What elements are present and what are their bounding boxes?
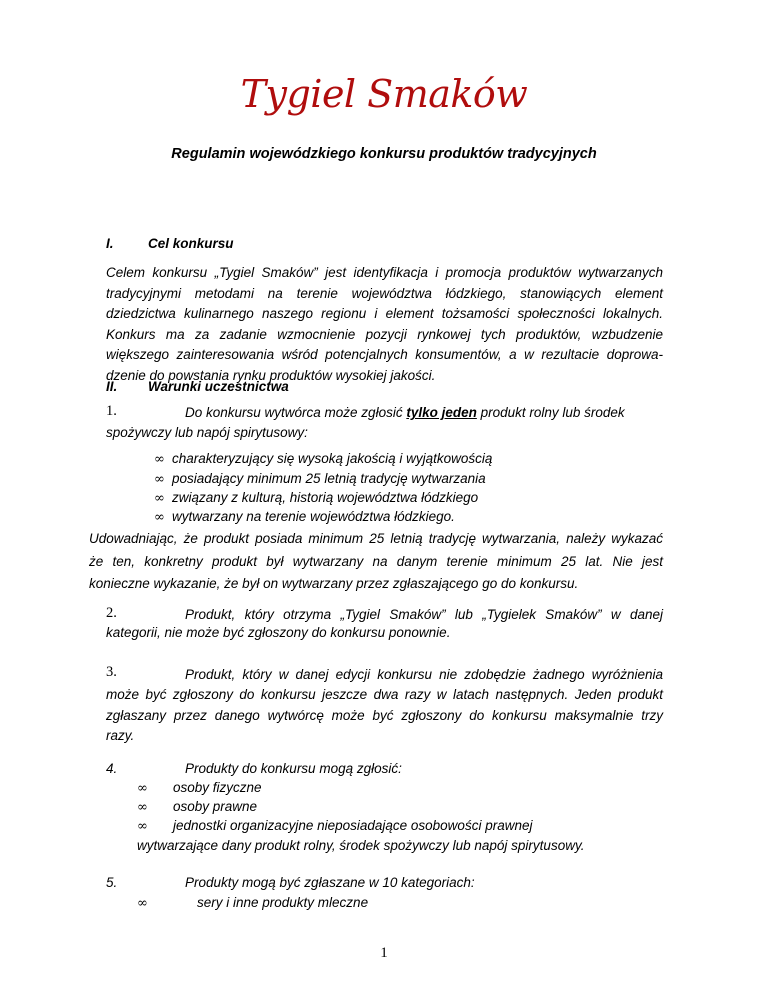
infinity-bullet-icon: ∞: [137, 800, 148, 815]
point-4-number: 4.: [106, 761, 118, 776]
point-5-number: 5.: [106, 875, 118, 890]
point-3-line-1: Produkt, który w danej edycji konkursu nie zdobędzie żadnego wyróżnienia: [185, 667, 663, 682]
infinity-bullet-icon: ∞: [154, 472, 165, 487]
paragraph-line: dziedzictwa kulinarnego naszego regionu i element tożsamości społeczności lokalnych.: [106, 306, 663, 321]
section-1-number: I.: [106, 236, 114, 251]
point-2-line-1: Produkt, który otrzyma „Tygiel Smaków” lub „Tygielek Smaków” w danej: [185, 607, 663, 622]
list-item: ∞ osoby fizyczne: [137, 780, 262, 796]
point-2-line-2: kategorii, nie może być zgłoszony do konkursu ponownie.: [106, 625, 451, 640]
list-item: ∞ związany z kulturą, historią województwa łódzkiego: [154, 490, 479, 506]
infinity-bullet-icon: ∞: [137, 781, 148, 796]
paragraph-line: tradycyjnymi metodami na terenie województwa łódzkiego, stanowiących element: [106, 285, 663, 301]
list-item: ∞ jednostki organizacyjne nieposiadające osobowości prawnej: [137, 818, 533, 834]
infinity-bullet-icon: ∞: [154, 510, 165, 525]
paragraph-line: Udowadniając, że produkt posiada minimum 25 letnią tradycję wytwarzania, należy wykazać: [89, 531, 663, 546]
list-item: ∞ posiadający minimum 25 letnią tradycję wytwarzania: [154, 471, 486, 487]
document-subtitle: Regulamin wojewódzkiego konkursu produktów tradycyjnych: [171, 146, 597, 162]
section-1-title: Cel konkursu: [148, 236, 234, 251]
list-item: ∞ osoby prawne: [137, 799, 258, 815]
paragraph-line: większego zainteresowania wśród potencjalnych konsumentów, a w rezultacie doprowa-: [106, 347, 663, 362]
paragraph-line: Celem konkursu „Tygiel Smaków” jest identyfikacja i promocja produktów wytwarzanych: [106, 265, 663, 280]
infinity-bullet-icon: ∞: [137, 819, 148, 834]
point-1-explanation: [89, 528, 663, 596]
infinity-bullet-icon: ∞: [154, 491, 165, 506]
point-1-emphasis: tylko jeden: [406, 405, 477, 420]
point-1-second-line: spożywczy lub napój spirytusowy:: [106, 425, 308, 440]
infinity-bullet-icon: ∞: [154, 452, 165, 467]
list-item: ∞ wytwarzany na terenie województwa łódzkiego.: [154, 509, 455, 525]
paragraph-line: że ten, konkretny produkt był wytwarzany na danym terenie minimum 25 lat. Nie jest: [89, 553, 663, 569]
infinity-bullet-icon: ∞: [137, 896, 148, 911]
paragraph-line: zgłaszany przez danego wytwórcę może być zgłoszony do konkursu maksymalnie trzy: [106, 707, 663, 723]
point-3-continuation: [106, 685, 663, 747]
point-3-number: 3.: [106, 664, 117, 680]
point-1-number: 1.: [106, 403, 117, 419]
list-item: ∞ sery i inne produkty mleczne: [137, 895, 369, 911]
document-title: Tygiel Smaków: [240, 72, 528, 116]
page-number: 1: [380, 945, 388, 961]
point-1-text-before: Do konkursu wytwórca może zgłosić: [185, 405, 407, 420]
paragraph-line: dzenie do powstania rynku produktów wysokiej jakości.: [106, 367, 436, 383]
section-2-title: Warunki uczestnictwa: [148, 379, 289, 394]
point-2-number: 2.: [106, 605, 117, 621]
paragraph-line: Konkurs ma za zadanie wzmocnienie pozycji rynkowej tych produktów, wzbudzenie: [106, 326, 663, 342]
point-1-first-line: [185, 405, 625, 420]
paragraph-line: razy.: [106, 728, 135, 743]
point-5-line-1: Produkty mogą być zgłaszane w 10 kategoriach:: [185, 875, 475, 890]
list-item: ∞ charakteryzujący się wysoką jakością i wyjątkowością: [154, 451, 493, 467]
paragraph-line: konieczne wykazanie, że był on wytwarzany przez zgłaszającego go do konkursu.: [89, 576, 579, 591]
point-4-line-1: Produkty do konkursu mogą zgłosić:: [185, 761, 402, 776]
section-1-paragraph: [106, 263, 663, 386]
paragraph-line: może być zgłoszony do konkursu jeszcze dwa razy w latach następnych. Jeden produkt: [106, 687, 663, 702]
point-4-after: wytwarzające dany produkt rolny, środek spożywczy lub napój spirytusowy.: [137, 838, 585, 853]
point-1-text-after: produkt rolny lub środek: [476, 405, 625, 420]
section-2-number: II.: [106, 379, 118, 394]
